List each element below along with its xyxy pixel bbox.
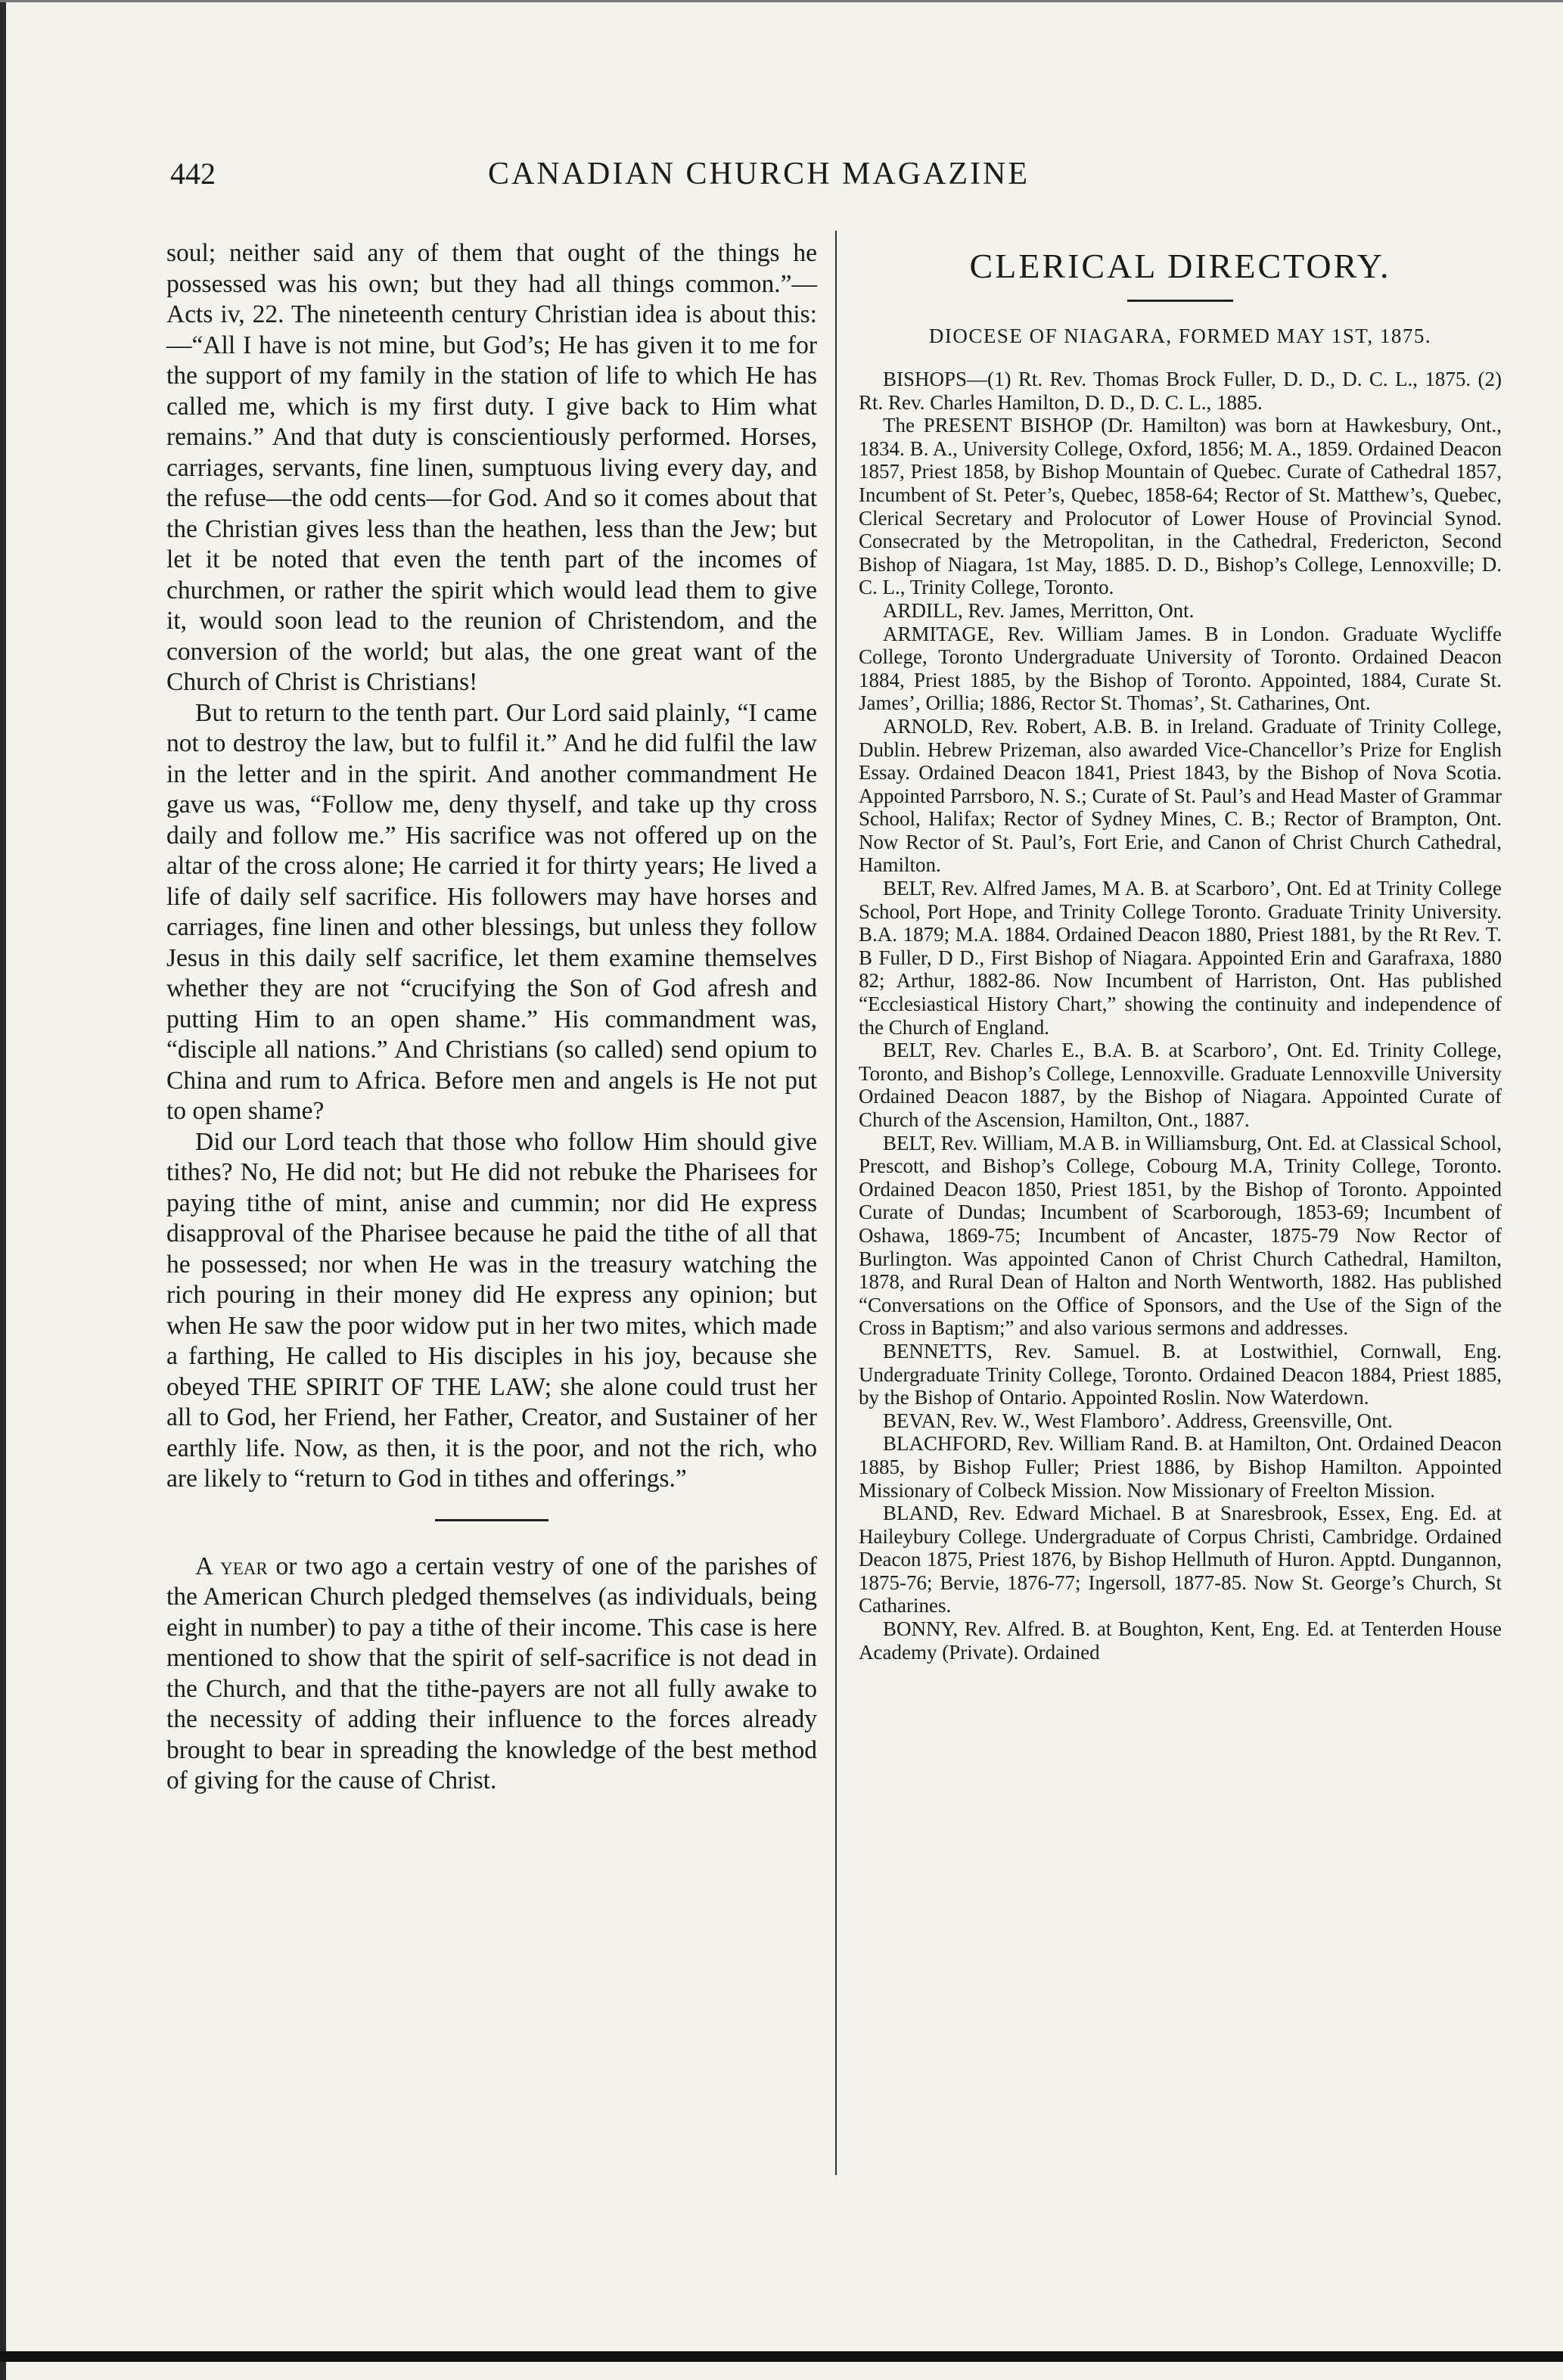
page-header [170,151,1517,204]
article-2-paragraph [166,1552,817,1797]
paragraph-2: But to return to the tenth part. Our Lord said plainly, “I came not to destroy the law, but to fulfil it.” And he did fulfil the law in the letter and in the spirit. And another commandment He gave us was, “Follow me, deny thyself, and take up thy cross daily and follow me.” His sacrifice was not offered up on the altar of the cross alone; He carried it for thirty years; He lived a life of daily self sacrifice. His followers may have horses and carriages, fine linen and other blessings, but unless they follow Jesus in this daily self sacrifice, let them examine themselves whether they are not “crucifying the Son of God afresh and putting Him to an open shame.” His commandment was, “disciple all nations.” And Christians (so called) send opium to China and rum to Africa. Before men and angels is He not put to open shame? [166,698,817,1125]
page-binding-edge [0,0,6,2380]
page-number: 442 [170,157,216,191]
directory-entry: ARNOLD, Rev. Robert, A.B. B. in Ireland. Graduate of Trinity College, Dublin. Hebrew Prizeman, also awarded Vice-Chancellor’s Prize for English Essay. Ordained Deacon 1841, Priest 1843, by the Bishop of Nova Scotia. Appointed Parrsboro, N. S.; Curate of St. Paul’s and Head Master of Grammar School, Halifax; Rector of Sydney Mines, C. B.; Rector of Brampton, Ont. Now Rector of St. Paul’s, Fort Erie, and Canon of Christ Church Cathedral, Hamilton. [859,714,1502,877]
directory-entry: BONNY, Rev. Alfred. B. at Boughton, Kent, Eng. Ed. at Tenterden House Academy (Private). Ordained [859,1617,1502,1664]
paragraph-1: soul; neither said any of them that ought of the things he possessed was his own; but they had all things common.”—Acts iv, 22. The nineteenth century Christian idea is about this:—“All I have is not mine, but God’s; He has given it to me for the support of my family in the station of life to which He has called me, which is my first duty. I give back to Him what remains.” And that duty is conscientiously performed. Horses, carriages, servants, fine linen, sumptuous living every day, and the refuse—the odd cents—for God. And so it comes about that the Christian gives less than the heathen, less than the Jew; but let it be noted that even the tenth part of the incomes of churchmen, or rather the spirit which would lead them to give it, would soon lead to the reunion of Christendom, and the conversion of the world; but alas, the one great want of the Church of Christ is Christians! [166,239,817,696]
page-bottom-edge [0,2351,1563,2362]
column-divider [835,231,837,2175]
paragraph-3: Did our Lord teach that those who follow Him should give tithes? No, He did not; but He did not rebuke the Pharisees for paying tithe of mint, anise and cummin; nor did He express disapproval of the Pharisee because he paid the tithe of all that he possessed; nor when He was in the treasury watching the rich pouring in their money did He express any opinion; but when He saw the poor widow put in her two mites, which made a farthing, He called to His disciples in his joy, because she obeyed THE SPIRIT OF THE LAW; she alone could trust her all to God, her Friend, her Father, Creator, and Sustainer of her earthly life. Now, as then, it is the poor, and not the rich, who are likely to “return to God in tithes and offerings.” [166,1127,817,1493]
directory-entry: ARDILL, Rev. James, Merritton, Ont. [883,598,1195,622]
directory-entry: BEVAN, Rev. W., West Flamboro’. Address, Greensville, Ont. [883,1409,1393,1432]
section-rule [435,1519,548,1521]
left-column [166,238,817,1797]
right-column [859,238,1502,1664]
directory-entry: BELT, Rev. William, M.A B. in Williamsburg, Ont. Ed. at Classical School, Prescott, and Bishop’s College, Cobourg M.A, Trinity College, Toronto. Ordained Deacon 1850, Priest 1851, by the Bishop of Toronto. Appointed Curate of Dundas; Incumbent of Scarborough, 1853-69; Incumbent of Oshawa, 1869-75; Incumbent of Ancaster, 1875-79 Now Rector of Burlington. Was appointed Canon of Christ Church Cathedral, Hamilton, 1878, and Rural Dean of Halton and North Wentworth, 1882. Has published “Conversations on the Office of Sponsors, and the Use of the Sign of the Cross in Baptism;” and also various sermons and addresses. [859,1131,1502,1340]
diocese-heading: DIOCESE OF NIAGARA, FORMED MAY 1ST, 1875. [928,325,1432,347]
running-head: CANADIAN CHURCH MAGAZINE [488,157,1030,191]
directory-entry: ARMITAGE, Rev. William James. B in London. Graduate Wycliffe College, Toronto Undergraduate University of Toronto. Ordained Deacon 1884, Priest 1885, by the Bishop of Toronto. Appointed, 1884, Curate St. James’, Orillia; 1886, Rector St. Thomas’, St. Catharines, Ont. [859,622,1502,715]
article-2-lead: A year [195,1552,268,1580]
directory-entry: BENNETTS, Rev. Samuel. B. at Lostwithiel, Cornwall, Eng. Undergraduate Trinity College, Toronto. Ordained Deacon 1884, Priest 1885, by the Bishop of Ontario. Appointed Roslin. Now Waterdown. [859,1339,1502,1409]
directory-entry: BISHOPS—(1) Rt. Rev. Thomas Brock Fuller, D. D., D. C. L., 1875. (2) Rt. Rev. Charles Hamilton, D. D., D. C. L., 1885. [859,368,1502,414]
directory-entry: BLACHFORD, Rev. William Rand. B. at Hamilton, Ont. Ordained Deacon 1885, by Bishop Fuller; Priest 1886, by Bishop Hamilton. Appointed Missionary of Colbeck Mission. Now Missionary of Freelton Mission. [859,1432,1502,1502]
directory-entries [859,368,1502,1664]
article-2-text: or two ago a certain vestry of one of the parishes of the American Church pledged themselves (as individuals, being eight in number) to pay a tithe of their income. This case is here mentioned to show that the spirit of self-sacrifice is not dead in the Church, and that the tithe-payers are not all fully awake to the necessity of adding their influence to the forces already brought to bear in spreading the knowledge of the best method of giving for the cause of Christ. [166,1552,817,1794]
directory-entry: BELT, Rev. Alfred James, M A. B. at Scarboro’, Ont. Ed at Trinity College School, Port Hope, and Trinity College Toronto. Graduate Trinity University. B.A. 1879; M.A. 1884. Ordained Deacon 1880, Priest 1881, by the Rt Rev. T. B Fuller, D D., First Bishop of Niagara. Appointed Erin and Garafraxa, 1880 82; Arthur, 1882-86. Now Incumbent of Harriston, Ont. Has published “Ecclesiastical History Chart,” showing the continuity and independence of the Church of England. [859,877,1502,1039]
directory-title: CLERICAL DIRECTORY. [969,247,1391,285]
directory-entry: BLAND, Rev. Edward Michael. B at Snaresbrook, Essex, Eng. Ed. at Haileybury College. Undergraduate of Corpus Christi, Cambridge. Ordained Deacon 1875, Priest 1876, by Bishop Hellmuth of Huron. Apptd. Dungannon, 1875-76; Bervie, 1876-77; Ingersoll, 1877-85. Now St. George’s Church, St Catharines. [859,1502,1502,1617]
directory-entry: The PRESENT BISHOP (Dr. Hamilton) was born at Hawkesbury, Ont., 1834. B. A., University College, Oxford, 1856; M. A., 1859. Ordained Deacon 1857, Priest 1858, by Bishop Mountain of Quebec. Curate of Cathedral 1857, Incumbent of St. Peter’s, Quebec, 1858-64; Rector of St. Matthew’s, Quebec, Clerical Secretary and Prolocutor of Lower House of Provincial Synod. Consecrated by the Metropolitan, in the Cathedral, Fredericton, Second Bishop of Niagara, 1st May, 1885. D. D., Bishop’s College, Lennoxville; D. C. L., Trinity College, Toronto. [859,414,1502,599]
directory-entry: BELT, Rev. Charles E., B.A. B. at Scarboro’, Ont. Ed. Trinity College, Toronto, and Bishop’s College, Lennoxville. Graduate Lennoxville University Ordained Deacon 1887, by the Bishop of Niagara. Appointed Curate of Church of the Ascension, Hamilton, Ont., 1887. [859,1039,1502,1131]
page-top-edge [0,0,1563,2]
title-rule [1127,300,1233,302]
